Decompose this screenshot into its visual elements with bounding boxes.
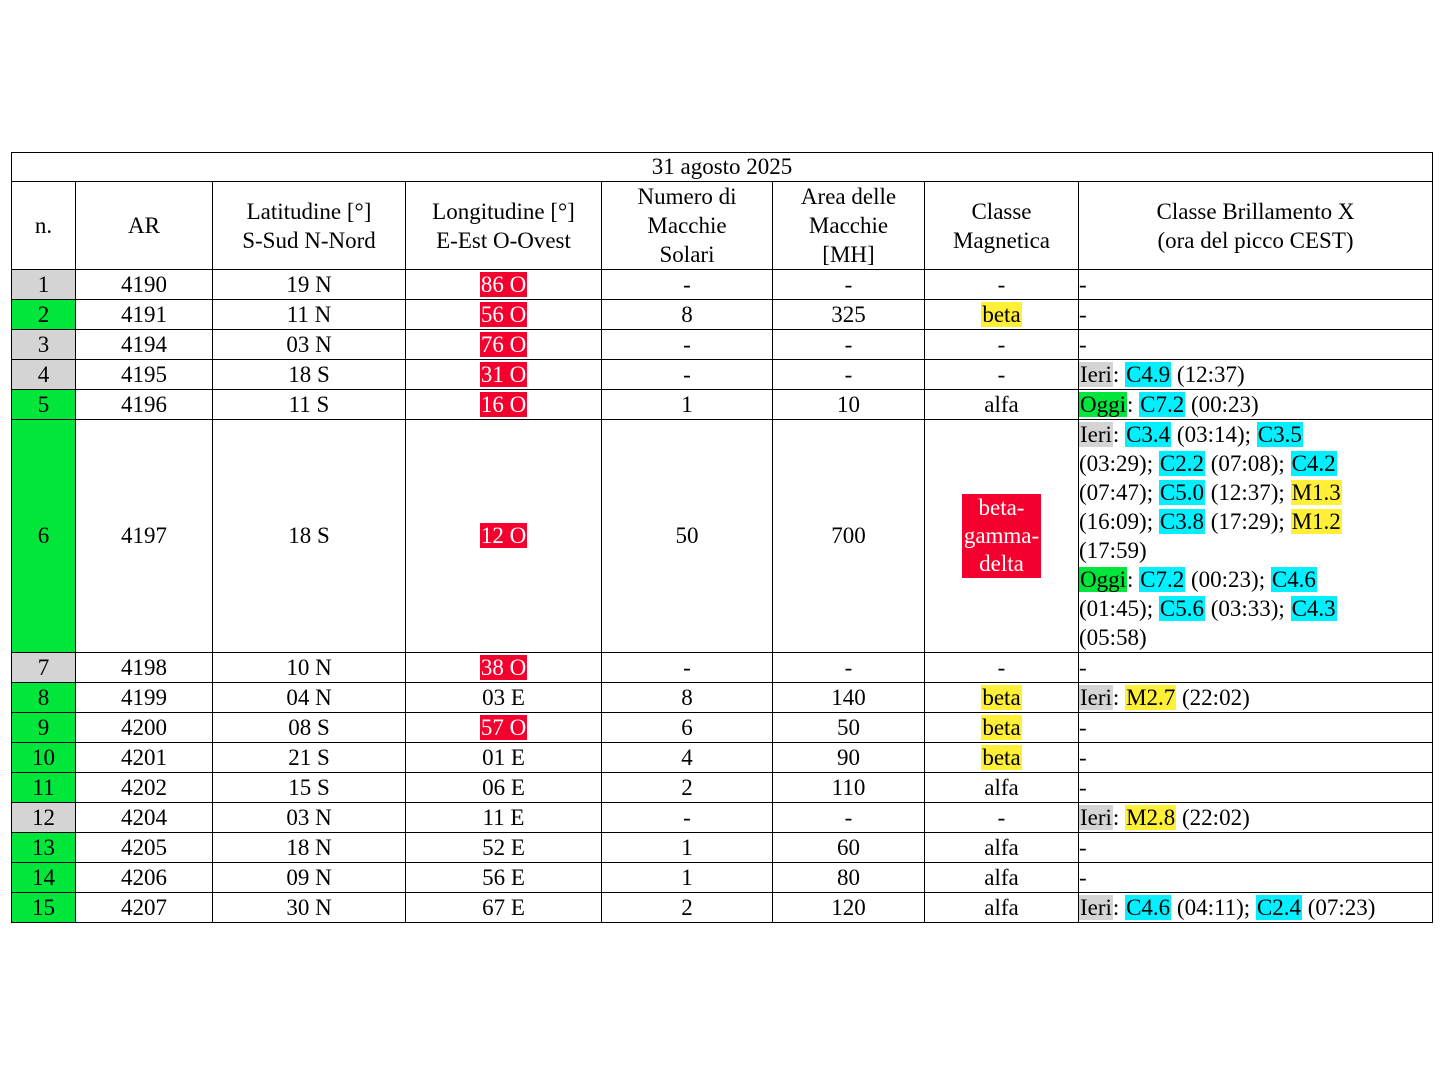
flare-segment: C2.2 bbox=[1159, 451, 1204, 476]
flare-header-line1: Classe Brillamento X bbox=[1156, 198, 1355, 224]
flare-line bbox=[1079, 270, 1432, 299]
sunspot-count: 8 bbox=[602, 300, 773, 330]
spots-header-line3: Solari bbox=[659, 242, 715, 267]
latitude-cell: 03 N bbox=[213, 803, 406, 833]
table-row bbox=[12, 390, 1433, 420]
active-region-id: 4200 bbox=[76, 713, 213, 743]
flare-segment: (03:14); bbox=[1171, 422, 1257, 447]
sunspot-area: 90 bbox=[773, 743, 925, 773]
sunspot-count: 2 bbox=[602, 893, 773, 923]
row-number: 3 bbox=[12, 330, 76, 360]
magnetic-class-value: beta bbox=[982, 684, 1021, 710]
flare-segment: Oggi bbox=[1080, 567, 1126, 592]
magnetic-class-value: alfa bbox=[984, 894, 1019, 920]
longitude-value: 06 E bbox=[482, 774, 525, 800]
longitude-cell bbox=[406, 653, 602, 683]
row-number: 4 bbox=[12, 360, 76, 390]
magnetic-class-value: - bbox=[997, 804, 1006, 830]
row-number: 2 bbox=[12, 300, 76, 330]
flare-line bbox=[1079, 893, 1432, 922]
flare-line bbox=[1079, 478, 1432, 507]
sunspot-area: - bbox=[773, 270, 925, 300]
longitude-value: 12 O bbox=[480, 523, 527, 548]
sunspot-area: 140 bbox=[773, 683, 925, 713]
magnetic-class-cell bbox=[925, 653, 1079, 683]
latitude-cell: 09 N bbox=[213, 863, 406, 893]
longitude-value: 57 O bbox=[480, 714, 527, 740]
latitude-cell: 30 N bbox=[213, 893, 406, 923]
flare-cell bbox=[1079, 863, 1433, 893]
flare-cell bbox=[1079, 420, 1433, 653]
flare-segment: M1.3 bbox=[1291, 480, 1341, 505]
latitude-cell: 10 N bbox=[213, 653, 406, 683]
longitude-cell bbox=[406, 420, 602, 653]
flare-segment: (00:23) bbox=[1185, 392, 1259, 417]
longitude-value: 01 E bbox=[482, 744, 525, 770]
longitude-value: 11 E bbox=[482, 804, 525, 830]
flare-line bbox=[1079, 743, 1432, 772]
spots-header-line2: Macchie bbox=[647, 213, 727, 238]
magnetic-class-value: - bbox=[997, 361, 1006, 387]
latitude-header-line2: S-Sud N-Nord bbox=[242, 227, 376, 253]
table-row bbox=[12, 330, 1433, 360]
latitude-cell: 21 S bbox=[213, 743, 406, 773]
active-region-id: 4204 bbox=[76, 803, 213, 833]
col-header-longitude bbox=[406, 182, 602, 270]
flare-cell bbox=[1079, 833, 1433, 863]
row-number: 7 bbox=[12, 653, 76, 683]
sunspot-count: - bbox=[602, 360, 773, 390]
flare-cell bbox=[1079, 390, 1433, 420]
flare-line bbox=[1079, 536, 1432, 565]
flare-line bbox=[1079, 653, 1432, 682]
table-row bbox=[12, 360, 1433, 390]
active-region-id: 4198 bbox=[76, 653, 213, 683]
flare-line bbox=[1079, 594, 1432, 623]
flare-segment: - bbox=[1079, 715, 1087, 740]
flare-line bbox=[1079, 863, 1432, 892]
row-number: 9 bbox=[12, 713, 76, 743]
flare-segment: (03:33); bbox=[1204, 596, 1291, 621]
sunspot-count: - bbox=[602, 330, 773, 360]
longitude-cell bbox=[406, 863, 602, 893]
col-header-area bbox=[773, 182, 925, 270]
flare-segment: C4.2 bbox=[1291, 451, 1336, 476]
flare-cell bbox=[1079, 653, 1433, 683]
magnetic-class-cell bbox=[925, 360, 1079, 390]
sunspot-count: 1 bbox=[602, 833, 773, 863]
sunspot-area: - bbox=[773, 360, 925, 390]
flare-cell bbox=[1079, 270, 1433, 300]
flare-line bbox=[1079, 507, 1432, 536]
col-header-magnetic-class bbox=[925, 182, 1079, 270]
magnetic-class-value: alfa bbox=[984, 834, 1019, 860]
row-number: 11 bbox=[12, 773, 76, 803]
flare-segment: C4.6 bbox=[1271, 567, 1316, 592]
longitude-header-line1: Longitudine [°] bbox=[432, 198, 575, 224]
magnetic-class-value: alfa bbox=[984, 864, 1019, 890]
longitude-value: 52 E bbox=[482, 834, 525, 860]
latitude-cell: 18 S bbox=[213, 360, 406, 390]
magnetic-class-line: delta bbox=[979, 551, 1024, 576]
flare-line bbox=[1079, 330, 1432, 359]
flare-cell bbox=[1079, 743, 1433, 773]
flare-line bbox=[1079, 833, 1432, 862]
active-region-id: 4205 bbox=[76, 833, 213, 863]
sunspot-count: 4 bbox=[602, 743, 773, 773]
flare-segment: : bbox=[1127, 567, 1140, 592]
magnetic-class-cell bbox=[925, 893, 1079, 923]
flare-segment: C5.6 bbox=[1159, 596, 1204, 621]
sunspot-count: 2 bbox=[602, 773, 773, 803]
flare-segment: Oggi bbox=[1080, 392, 1126, 417]
col-header-ar: AR bbox=[76, 182, 213, 270]
area-header-line2: Macchie bbox=[808, 213, 889, 238]
longitude-value: 38 O bbox=[480, 654, 527, 680]
magnetic-class-cell bbox=[925, 390, 1079, 420]
row-number: 15 bbox=[12, 893, 76, 923]
flare-segment: C4.6 bbox=[1126, 895, 1171, 920]
flare-cell bbox=[1079, 803, 1433, 833]
longitude-value: 76 O bbox=[480, 331, 527, 357]
flare-segment: (17:59) bbox=[1079, 538, 1147, 563]
flare-segment: - bbox=[1079, 332, 1087, 357]
magnetic-class-cell bbox=[925, 743, 1079, 773]
active-region-id: 4199 bbox=[76, 683, 213, 713]
sunspot-area: - bbox=[773, 803, 925, 833]
flare-cell bbox=[1079, 713, 1433, 743]
flare-line bbox=[1079, 803, 1432, 832]
header-row bbox=[12, 182, 1433, 270]
sunspot-count: 50 bbox=[602, 420, 773, 653]
flare-segment: M2.7 bbox=[1126, 685, 1176, 710]
longitude-cell bbox=[406, 833, 602, 863]
row-number: 12 bbox=[12, 803, 76, 833]
sunspot-count: 8 bbox=[602, 683, 773, 713]
active-region-id: 4194 bbox=[76, 330, 213, 360]
magnetic-class-cell bbox=[925, 833, 1079, 863]
flare-segment: C7.2 bbox=[1140, 392, 1185, 417]
magnetic-class-value: - bbox=[997, 271, 1006, 297]
flare-cell bbox=[1079, 773, 1433, 803]
flare-segment: - bbox=[1079, 835, 1087, 860]
sunspot-count: - bbox=[602, 653, 773, 683]
flare-segment: : bbox=[1127, 392, 1140, 417]
flare-segment: (22:02) bbox=[1176, 685, 1250, 710]
flare-segment: Ieri bbox=[1080, 685, 1112, 710]
magnetic-class-cell bbox=[925, 803, 1079, 833]
flare-segment: C2.4 bbox=[1256, 895, 1301, 920]
longitude-cell bbox=[406, 713, 602, 743]
latitude-cell: 08 S bbox=[213, 713, 406, 743]
magnetic-class-value: - bbox=[997, 331, 1006, 357]
table-row bbox=[12, 893, 1433, 923]
active-region-id: 4197 bbox=[76, 420, 213, 653]
flare-segment: Ieri bbox=[1080, 422, 1112, 447]
longitude-cell bbox=[406, 330, 602, 360]
longitude-value: 03 E bbox=[482, 684, 525, 710]
magnetic-class-value: beta bbox=[982, 301, 1021, 327]
longitude-cell bbox=[406, 803, 602, 833]
latitude-cell: 15 S bbox=[213, 773, 406, 803]
row-number: 6 bbox=[12, 420, 76, 653]
flare-cell bbox=[1079, 683, 1433, 713]
table-row bbox=[12, 773, 1433, 803]
flare-line bbox=[1079, 420, 1432, 449]
longitude-value: 16 O bbox=[480, 391, 527, 417]
col-header-spots bbox=[602, 182, 773, 270]
flare-segment: (07:47); bbox=[1079, 480, 1159, 505]
longitude-cell bbox=[406, 893, 602, 923]
longitude-value: 56 E bbox=[482, 864, 525, 890]
longitude-cell bbox=[406, 773, 602, 803]
row-number: 14 bbox=[12, 863, 76, 893]
magnetic-class-cell bbox=[925, 270, 1079, 300]
magnetic-class-value: beta bbox=[982, 714, 1021, 740]
flare-cell bbox=[1079, 893, 1433, 923]
flare-segment: (00:23); bbox=[1185, 567, 1271, 592]
flare-segment: Ieri bbox=[1080, 895, 1112, 920]
flare-cell bbox=[1079, 360, 1433, 390]
active-region-id: 4202 bbox=[76, 773, 213, 803]
sunspot-count: - bbox=[602, 803, 773, 833]
longitude-cell bbox=[406, 743, 602, 773]
sunspot-area: 10 bbox=[773, 390, 925, 420]
flare-segment: (07:23) bbox=[1302, 895, 1376, 920]
magnetic-class-line: beta- bbox=[978, 495, 1025, 520]
flare-line bbox=[1079, 683, 1432, 712]
magnetic-class-cell bbox=[925, 863, 1079, 893]
flare-segment: C3.4 bbox=[1126, 422, 1171, 447]
flare-segment: (12:37) bbox=[1171, 362, 1245, 387]
flare-segment: M2.8 bbox=[1126, 805, 1176, 830]
magnetic-class-cell bbox=[925, 300, 1079, 330]
area-header-line1: Area delle bbox=[800, 184, 897, 209]
flare-segment: - bbox=[1079, 272, 1087, 297]
flare-line bbox=[1079, 300, 1432, 329]
flare-cell bbox=[1079, 300, 1433, 330]
spots-header-line1: Numero di bbox=[637, 184, 737, 209]
sunspot-count: 1 bbox=[602, 863, 773, 893]
area-header-line3: [MH] bbox=[822, 242, 875, 267]
latitude-cell: 18 N bbox=[213, 833, 406, 863]
longitude-cell bbox=[406, 390, 602, 420]
flare-segment: Ieri bbox=[1080, 805, 1112, 830]
latitude-cell: 11 N bbox=[213, 300, 406, 330]
latitude-cell: 18 S bbox=[213, 420, 406, 653]
table-row bbox=[12, 300, 1433, 330]
flare-segment: (12:37); bbox=[1204, 480, 1291, 505]
flare-segment: (07:08); bbox=[1204, 451, 1291, 476]
active-region-id: 4195 bbox=[76, 360, 213, 390]
latitude-cell: 04 N bbox=[213, 683, 406, 713]
magnetic-class-value: beta bbox=[982, 744, 1021, 770]
flare-line bbox=[1079, 449, 1432, 478]
latitude-cell: 03 N bbox=[213, 330, 406, 360]
flare-segment: (01:45); bbox=[1079, 596, 1159, 621]
flare-segment: C5.0 bbox=[1159, 480, 1204, 505]
magnetic-class-cell bbox=[925, 420, 1079, 653]
magnetic-class-value: alfa bbox=[984, 774, 1019, 800]
flare-segment: C3.8 bbox=[1159, 509, 1204, 534]
sunspot-area: 700 bbox=[773, 420, 925, 653]
magnetic-header-line1: Classe bbox=[971, 198, 1032, 224]
table-row bbox=[12, 713, 1433, 743]
latitude-cell: 11 S bbox=[213, 390, 406, 420]
longitude-value: 67 E bbox=[482, 894, 525, 920]
flare-segment: C3.5 bbox=[1257, 422, 1302, 447]
magnetic-class-cell bbox=[925, 683, 1079, 713]
sunspot-area: 80 bbox=[773, 863, 925, 893]
row-number: 5 bbox=[12, 390, 76, 420]
magnetic-class-cell bbox=[925, 713, 1079, 743]
longitude-cell bbox=[406, 300, 602, 330]
flare-segment: C4.3 bbox=[1291, 596, 1336, 621]
longitude-header-line2: E-Est O-Ovest bbox=[436, 227, 571, 253]
flare-segment: : bbox=[1112, 805, 1126, 830]
sunspot-area: 120 bbox=[773, 893, 925, 923]
row-number: 13 bbox=[12, 833, 76, 863]
latitude-header-line1: Latitudine [°] bbox=[246, 198, 372, 224]
flare-line bbox=[1079, 565, 1432, 594]
sunspot-area: - bbox=[773, 653, 925, 683]
active-region-id: 4201 bbox=[76, 743, 213, 773]
longitude-cell bbox=[406, 270, 602, 300]
flare-segment: (03:29); bbox=[1079, 451, 1159, 476]
flare-line bbox=[1079, 623, 1432, 652]
col-header-latitude bbox=[213, 182, 406, 270]
table-row bbox=[12, 270, 1433, 300]
flare-line bbox=[1079, 713, 1432, 742]
flare-segment: (22:02) bbox=[1176, 805, 1250, 830]
flare-segment: - bbox=[1079, 865, 1087, 890]
active-region-id: 4196 bbox=[76, 390, 213, 420]
sunspot-count: 6 bbox=[602, 713, 773, 743]
flare-segment: : bbox=[1112, 895, 1126, 920]
longitude-value: 31 O bbox=[480, 361, 527, 387]
row-number: 8 bbox=[12, 683, 76, 713]
row-number: 1 bbox=[12, 270, 76, 300]
flare-segment: - bbox=[1079, 745, 1087, 770]
col-header-n: n. bbox=[12, 182, 76, 270]
sunspot-area: 60 bbox=[773, 833, 925, 863]
sunspot-area: - bbox=[773, 330, 925, 360]
table-row bbox=[12, 833, 1433, 863]
magnetic-class-value bbox=[962, 494, 1041, 578]
magnetic-class-cell bbox=[925, 773, 1079, 803]
sunspot-area: 325 bbox=[773, 300, 925, 330]
sunspot-area: 50 bbox=[773, 713, 925, 743]
flare-segment: C4.9 bbox=[1126, 362, 1171, 387]
active-region-id: 4206 bbox=[76, 863, 213, 893]
flare-segment: : bbox=[1112, 685, 1126, 710]
magnetic-class-value: alfa bbox=[984, 391, 1019, 417]
magnetic-class-line: gamma- bbox=[963, 523, 1040, 548]
flare-segment: M1.2 bbox=[1291, 509, 1341, 534]
latitude-cell: 19 N bbox=[213, 270, 406, 300]
flare-segment: (17:29); bbox=[1204, 509, 1291, 534]
row-number: 10 bbox=[12, 743, 76, 773]
flare-header-line2: (ora del picco CEST) bbox=[1157, 227, 1354, 253]
flare-segment: (16:09); bbox=[1079, 509, 1159, 534]
longitude-cell bbox=[406, 360, 602, 390]
sunspot-area: 110 bbox=[773, 773, 925, 803]
flare-segment: Ieri bbox=[1080, 362, 1112, 387]
flare-line bbox=[1079, 390, 1432, 419]
flare-segment: - bbox=[1079, 302, 1087, 327]
flare-segment: - bbox=[1079, 775, 1087, 800]
longitude-value: 56 O bbox=[480, 301, 527, 327]
table-body bbox=[12, 270, 1433, 923]
flare-line bbox=[1079, 773, 1432, 802]
magnetic-class-value: - bbox=[997, 654, 1006, 680]
flare-segment: (04:11); bbox=[1171, 895, 1256, 920]
active-regions-table bbox=[11, 152, 1433, 923]
table-row bbox=[12, 803, 1433, 833]
table-row bbox=[12, 683, 1433, 713]
active-region-id: 4191 bbox=[76, 300, 213, 330]
sunspot-count: - bbox=[602, 270, 773, 300]
table-row bbox=[12, 743, 1433, 773]
col-header-flare-class bbox=[1079, 182, 1433, 270]
flare-line bbox=[1079, 360, 1432, 389]
sunspot-count: 1 bbox=[602, 390, 773, 420]
table-row bbox=[12, 863, 1433, 893]
flare-segment: (05:58) bbox=[1079, 625, 1147, 650]
flare-segment: C7.2 bbox=[1140, 567, 1185, 592]
table-title: 31 agosto 2025 bbox=[12, 153, 1433, 182]
table-row bbox=[12, 653, 1433, 683]
magnetic-class-cell bbox=[925, 330, 1079, 360]
active-region-id: 4190 bbox=[76, 270, 213, 300]
flare-segment: : bbox=[1112, 422, 1126, 447]
flare-segment: : bbox=[1112, 362, 1126, 387]
table-row bbox=[12, 420, 1433, 653]
flare-cell bbox=[1079, 330, 1433, 360]
longitude-cell bbox=[406, 683, 602, 713]
active-region-id: 4207 bbox=[76, 893, 213, 923]
flare-segment: - bbox=[1079, 655, 1087, 680]
longitude-value: 86 O bbox=[480, 271, 527, 297]
magnetic-header-line2: Magnetica bbox=[952, 227, 1051, 253]
